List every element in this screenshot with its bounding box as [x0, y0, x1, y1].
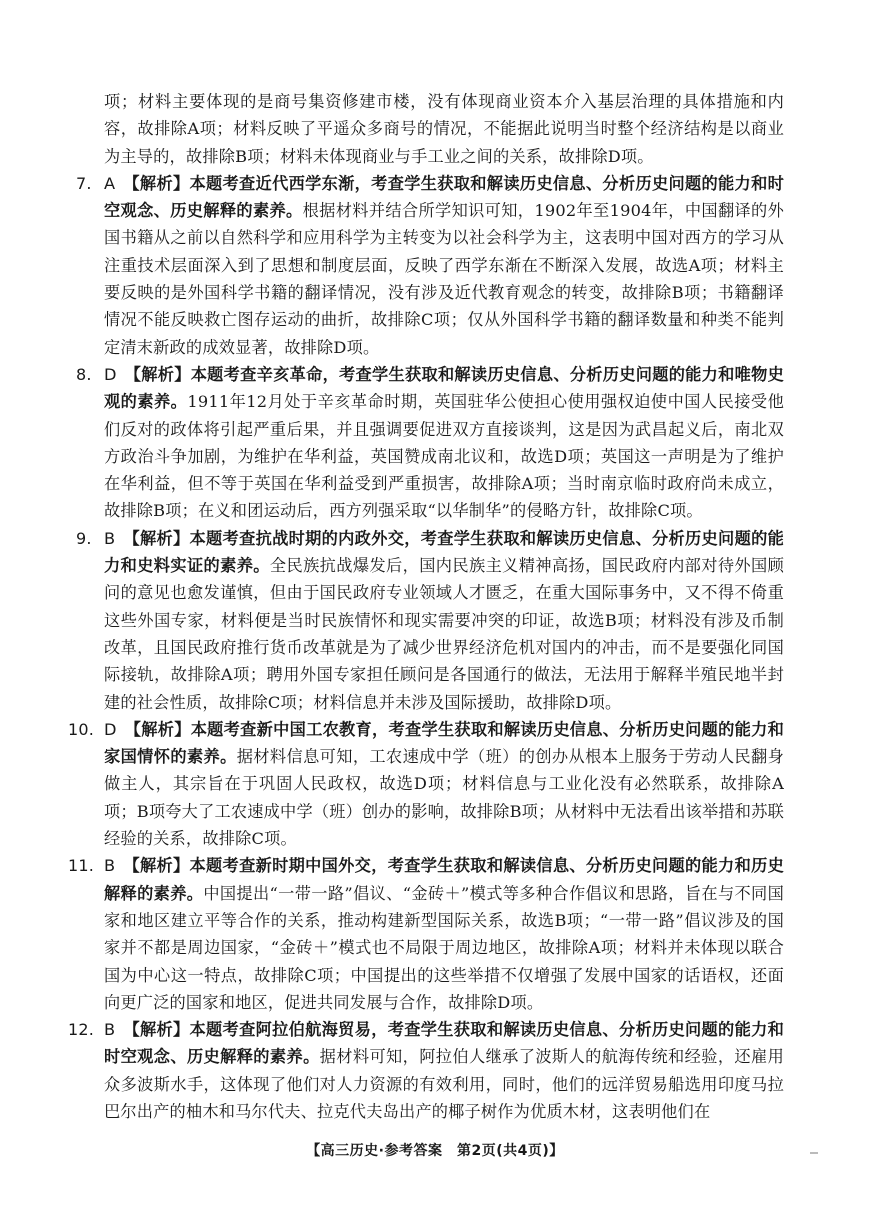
analysis-body: 中国提出“一带一路”倡议、“金砖＋”模式等多种合作倡议和思路，旨在与不同国家和地区建立平等合作的关系，推动构建新型国际关系，故选B项；“一带一路”倡议涉及的国家并不都是周边国家，“金砖＋”模式也不局限于周边地区，故排除A项；材料并未体现以联合国为中心这一特点，故排除C项；中国提出的这些举措不仅增强了发展中国家的话语权，还面向更广泛的国家和地区，促进共同发展与合作，故排除D项。 — [104, 883, 785, 1012]
analysis-body: 全民族抗战爆发后，国内民族主义精神高扬，国民政府内部对待外国顾问的意见也愈发谨慎，但由于国民政府专业领域人才匮乏，在重大国际事务中，又不得不倚重这些外国专家，材料便是当时民族情怀和现实需要冲突的印证，故选B项；材料没有涉及币制改革，且国民政府推行货币改革就是为了减少世界经济危机对国内的冲击，而不是要强化同国际接轨，故排除A项；聘用外国专家担任顾问是各国通行的做法，无法用于解释半殖民地半封建的社会性质，故排除C项；材料信息并未涉及国际援助，故排除D项。 — [104, 556, 784, 712]
answer-item-12 — [68, 1016, 784, 1125]
answer-choice: D — [104, 719, 117, 739]
analysis-lead: 本题考查新时期中国外交，考查学生获取和解读信息、分析历史问题的能力和历史解释的素养。 — [104, 856, 784, 903]
scan-mark — [810, 1152, 818, 1154]
answer-choice: B — [104, 528, 116, 548]
analysis-tag: 【解析】 — [124, 364, 191, 384]
analysis-lead: 本题考查抗战时期的内政外交，考查学生获取和解读历史信息、分析历史问题的能力和史料实证的素养。 — [104, 528, 784, 576]
analysis-tag: 【解析】 — [123, 173, 190, 193]
analysis-lead: 本题考查阿拉伯航海贸易，考查学生获取和解读历史信息、分析历史问题的能力和时空观念、历史解释的素养。 — [104, 1020, 784, 1067]
question-number: 11. — [68, 856, 95, 876]
answer-item-10 — [68, 716, 784, 852]
analysis-tag: 【解析】 — [123, 528, 190, 548]
answer-choice: A — [104, 173, 116, 193]
continued-explanation: 项；材料主要体现的是商号集资修建市楼，没有体现商业资本介入基层治理的具体措施和内容，故排除A项；材料反映了平遥众多商号的情况，不能据此说明当时整个经济结构是以商业为主导的，故排除B项；材料未体现商业与手工业之间的关系，故排除D项。 — [104, 92, 784, 166]
question-number: 12. — [68, 1020, 95, 1040]
analysis-tag: 【解析】 — [123, 1020, 190, 1040]
analysis-body: 根据材料并结合所学知识可知，1902年至1904年，中国翻译的外国书籍从之前以自然科学和应用科学为主转变为以社会科学为主，这表明中国对西方的学习从注重技术层面深入到了思想和制度层面，反映了西学东渐在不断深入发展，故选A项；材料主要反映的是外国科学书籍的翻译情况，没有涉及近代教育观念的转变，故排除B项；书籍翻译情况不能反映救亡图存运动的曲折，故排除C项；仅从外国科学书籍的翻译数量和种类不能判定清末新政的成效显著，故排除D项。 — [104, 201, 785, 357]
answer-choice: B — [104, 856, 116, 876]
analysis-body: 1911年12月处于辛亥革命时期，英国驻华公使担心使用强权迫使中国人民接受他们反对的政体将引起严重后果，并且强调要促进双方直接谈判，这是因为武昌起义后，南北双方政治斗争加剧，为维护在华利益，英国赞成南北议和，故选D项；英国这一声明是为了维护在华利益，但不等于英国在华利益受到严重损害，故排除A项；当时南京临时政府尚未成立，故排除B项；在义和团运动后，西方列强采取“以华制华”的侵略方针，故排除C项。 — [104, 392, 784, 521]
answer-item-11 — [68, 852, 785, 1016]
answer-item-7 — [76, 170, 785, 361]
answer-content — [68, 88, 785, 1125]
question-number: 7. — [76, 173, 92, 193]
page-footer: 【高三历史·参考答案 第2页(共4页)】 — [306, 1143, 564, 1159]
analysis-lead: 本题考查近代西学东渐，考查学生获取和解读历史信息、分析历史问题的能力和时空观念、历史解释的素养。 — [104, 173, 784, 221]
question-number: 8. — [76, 364, 92, 384]
answer-item-9 — [76, 525, 784, 716]
analysis-lead: 本题考查辛亥革命，考查学生获取和解读历史信息、分析历史问题的能力和唯物史观的素养。 — [104, 364, 784, 412]
analysis-body: 据材料信息可知，工农速成中学（班）的创办从根本上服务于劳动人民翻身做主人，其宗旨在于巩固人民政权，故选D项；材料信息与工业化没有必然联系，故排除A项；B项夸大了工农速成中学（班）创办的影响，故排除B项；从材料中无法看出该举措和苏联经验的关系，故排除C项。 — [104, 747, 784, 849]
analysis-tag: 【解析】 — [124, 719, 191, 739]
question-number: 9. — [76, 528, 92, 548]
answer-choice: B — [104, 1020, 116, 1040]
analysis-body: 据材料可知，阿拉伯人继承了波斯人的航海传统和经验，还雇用众多波斯水手，这体现了他们对人力资源的有效利用，同时，他们的远洋贸易船选用印度马拉巴尔出产的柚木和马尔代夫、拉克代夫岛出产的椰子树作为优质木材，这表明他们在 — [104, 1047, 784, 1121]
answer-item-8 — [76, 361, 784, 525]
analysis-lead: 本题考查新中国工农教育，考查学生获取和解读历史信息、分析历史问题的能力和家国情怀的素养。 — [104, 719, 784, 767]
answer-choice: D — [104, 364, 117, 384]
analysis-tag: 【解析】 — [123, 856, 190, 876]
question-number: 10. — [68, 719, 95, 739]
